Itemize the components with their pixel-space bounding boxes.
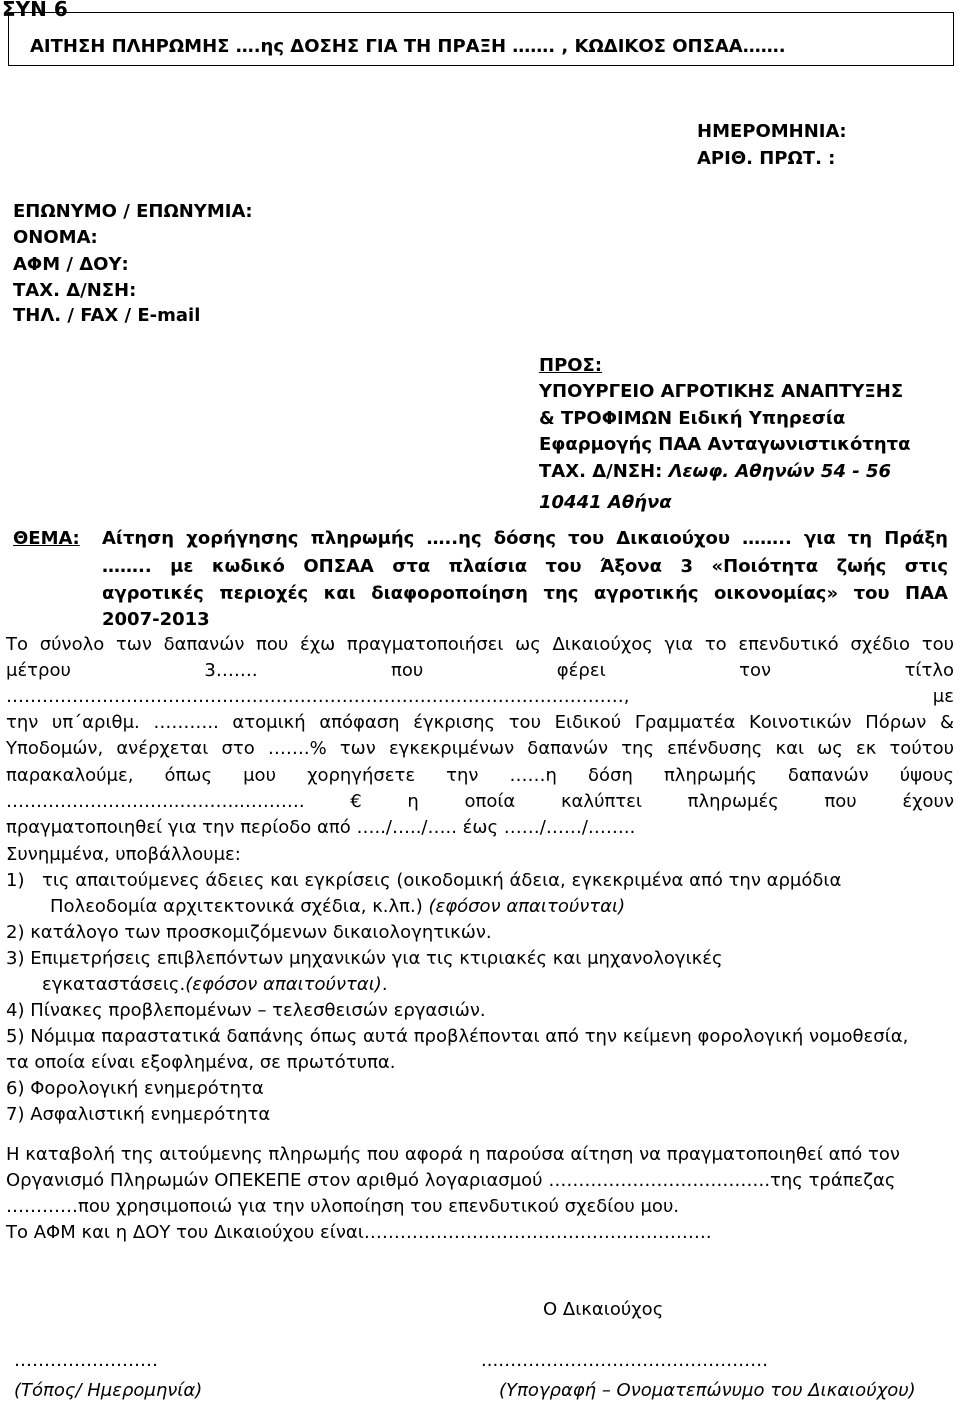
attachment-3: 3) Επιμετρήσεις επιβλεπόντων μηχανικών για τις κτιριακές και μηχανολογικές — [6, 948, 723, 969]
place-date-caption: (Τόπος/ Ημερομηνία) — [14, 1380, 203, 1401]
recipient-address-value: Λεωφ. Αθηνών 54 - 56 — [668, 461, 892, 482]
attachment-1-number: 1) — [6, 870, 25, 891]
address-label: ΤΑΧ. Δ/ΝΣΗ: — [13, 280, 137, 301]
attachment-1-continued — [50, 896, 625, 917]
recipient-address — [539, 461, 891, 482]
recipient-line-3: Εφαρμογής ΠΑΑ Ανταγωνιστικότητα — [539, 434, 911, 455]
attachment-1-cont-text: Πολεοδομία αρχιτεκτονικά σχέδια, κ.λπ.) — [50, 896, 429, 917]
form-title: ΑΙΤΗΣΗ ΠΛΗΡΩΜΗΣ ….ης ΔΟΣΗΣ ΓΙΑ ΤΗ ΠΡΑΞΗ ……. , ΚΩΔΙΚΟΣ ΟΠΣΑΑ……. — [30, 36, 786, 57]
closing-line-4: Το ΑΦΜ και η ΔΟΥ του Δικαιούχου είναι…………………………………………………. — [6, 1222, 712, 1243]
recipient-line-1: ΥΠΟΥΡΓΕΙΟ ΑΓΡΟΤΙΚΗΣ ΑΝΑΠΤΥΞΗΣ — [539, 381, 904, 402]
attachment-7: 7) Ασφαλιστική ενημερότητα — [6, 1104, 271, 1125]
signature-role: Ο Δικαιούχος — [543, 1299, 664, 1320]
recipient-label: ΠΡΟΣ: — [539, 355, 603, 376]
attachment-1-text: τις απαιτούμενες άδειες και εγκρίσεις (οικοδομική άδεια, εγκεκριμένα από την αρμόδια — [42, 870, 842, 891]
signature-caption: (Υπογραφή – Ονοματεπώνυμο του Δικαιούχου) — [499, 1380, 916, 1401]
subject-line-2: …….. με κωδικό ΟΠΣΑΑ στα πλαίσια του Άξονα 3 «Ποιότητα ζωής στις — [102, 556, 948, 577]
body-line-1: Το σύνολο των δαπανών που έχω πραγματοποιήσει ως Δικαιούχος για το επενδυτικό σχέδιο του — [6, 634, 954, 655]
body-line-2: μέτρου 3……. που φέρει τον τίτλο — [6, 660, 954, 681]
recipient-line-2: & ΤΡΟΦΙΜΩΝ Ειδική Υπηρεσία — [539, 408, 846, 429]
date-label: ΗΜΕΡΟΜΗΝΙΑ: — [697, 121, 847, 142]
attachment-3-continued — [42, 974, 388, 995]
attachment-1-note: (εφόσον απαιτούνται) — [428, 896, 626, 917]
attachment-3-note: (εφόσον απαιτούνται) — [185, 974, 382, 995]
closing-line-1: Η καταβολή της αιτούμενης πληρωμής που αφορά η παρούσα αίτηση να πραγματοποιηθεί από τον — [6, 1144, 900, 1165]
recipient-city: 10441 Αθήνα — [539, 492, 672, 513]
recipient-address-label: ΤΑΧ. Δ/ΝΣΗ: — [539, 461, 669, 482]
closing-line-2: Οργανισμό Πληρωμών ΟΠΕΚΕΠΕ στον αριθμό λογαριασμού ……………………………….της τράπεζας — [6, 1170, 896, 1191]
protocol-label: ΑΡΙΘ. ΠΡΩΤ. : — [697, 148, 836, 169]
body-line-3: ………………………………….………………………………………………………, με — [6, 686, 954, 707]
afm-label: ΑΦΜ / ΔΟΥ: — [13, 254, 129, 275]
body-line-7: ………………………..………..………. € η οποία καλύπτει πληρωμές που έχουν — [6, 791, 954, 812]
attachment-3-end: . — [381, 974, 388, 995]
body-line-5: Υποδομών, ανέρχεται στο …….% των εγκεκριμένων δαπανών της επένδυσης και ως εκ τούτου — [6, 738, 954, 759]
header-box — [8, 12, 954, 66]
subject-label: ΘΕΜΑ: — [13, 528, 80, 549]
attachment-5-continued: τα οποία είναι εξοφλημένα, σε πρωτότυπα. — [6, 1052, 396, 1073]
subject-line-3: αγροτικές περιοχές και διαφοροποίηση της αγροτικής οικονομίας» του ΠΑΑ — [102, 583, 948, 604]
body-line-9: Συνημμένα, υποβάλλουμε: — [6, 844, 241, 865]
signature-dots: ...……………………………………… — [481, 1350, 769, 1371]
attachment-3-cont-text: εγκαταστάσεις. — [42, 974, 186, 995]
contact-label: ΤΗΛ. / FAX / E-mail — [13, 305, 201, 326]
surname-label: ΕΠΩΝΥΜΟ / ΕΠΩΝΥΜΙΑ: — [13, 201, 253, 222]
body-line-8: πραγματοποιηθεί για την περίοδο από …../…../….. έως ……/……/…….. — [6, 817, 636, 838]
closing-line-3: …………που χρησιμοποιώ για την υλοποίηση του επενδυτικού σχεδίου μου. — [6, 1196, 680, 1217]
subject-line-1-text: Αίτηση χορήγησης πληρωμής …..ης δόσης του Δικαιούχου …….. για τη Πράξη — [102, 528, 948, 549]
name-label: ΟΝΟΜΑ: — [13, 227, 98, 248]
body-line-4: την υπ΄αριθμ. ……….. ατομική απόφαση έγκρισης του Ειδικού Γραμματέα Κοινοτικών Πόρων & — [6, 712, 954, 733]
attachment-6: 6) Φορολογική ενημερότητα — [6, 1078, 264, 1099]
attachment-4: 4) Πίνακες προβλεπομένων – τελεσθεισών εργασιών. — [6, 1000, 486, 1021]
attachment-5: 5) Νόμιμα παραστατικά δαπάνης όπως αυτά προβλέπονται από την κείμενη φορολογική νομοθεσία, — [6, 1026, 909, 1047]
attachment-2: 2) κατάλογο των προσκομιζόμενων δικαιολογητικών. — [6, 922, 492, 943]
form-code: ΣΥΝ 6 — [2, 0, 68, 21]
subject-line-4: 2007-2013 — [102, 609, 210, 630]
body-line-6: παρακαλούμε, όπως μου χορηγήσετε την ……η δόση πληρωμής δαπανών ύψους — [6, 765, 954, 786]
place-date-dots: …………………… — [14, 1350, 158, 1371]
